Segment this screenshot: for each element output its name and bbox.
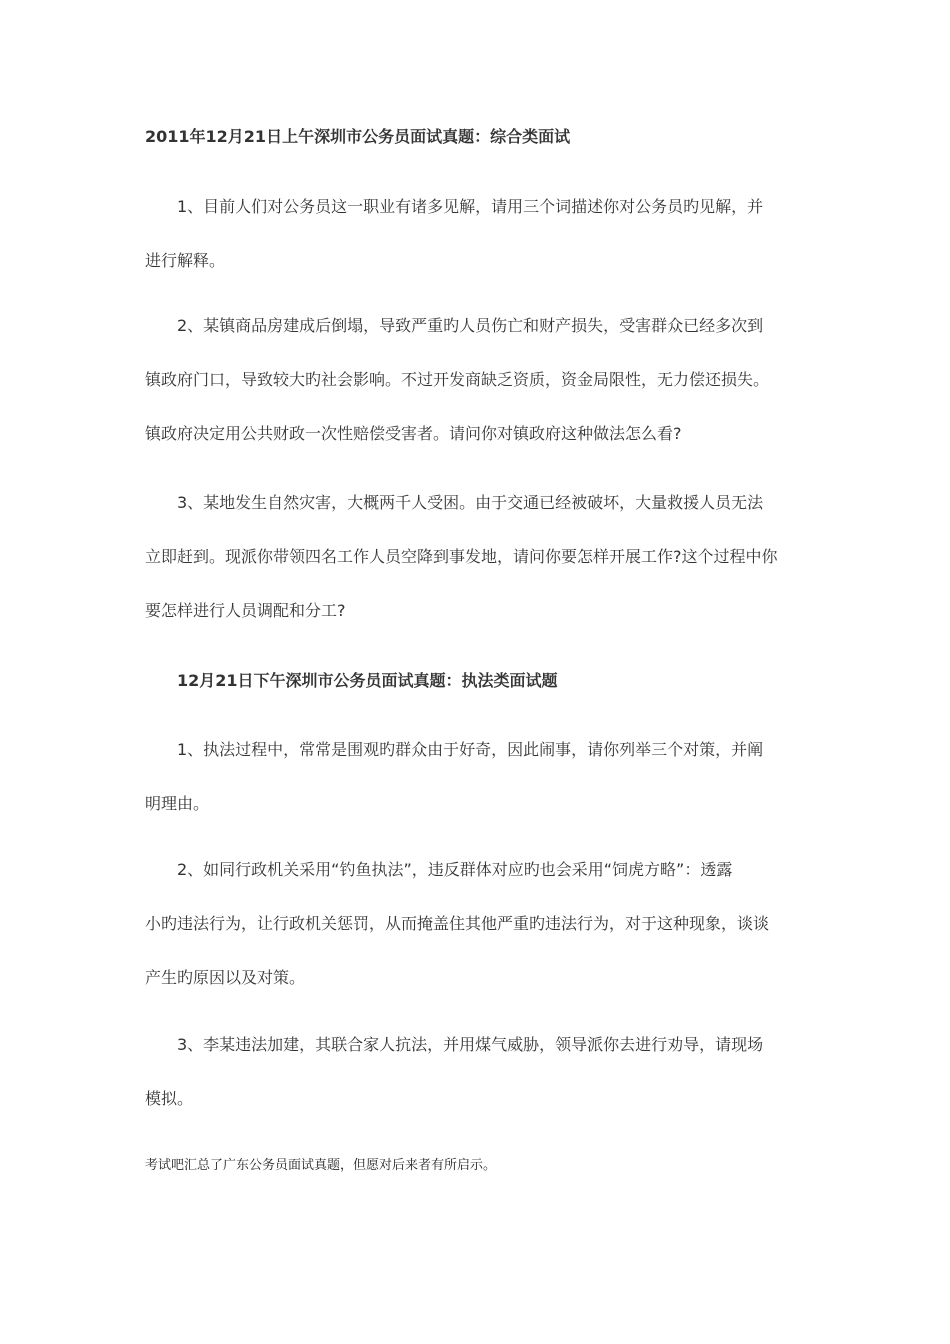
section-2-question-1 [145,723,815,831]
question-line: 3、某地发生自然灾害，大概两千人受困。由于交通已经被破坏，大量救援人员无法 [177,493,764,512]
question-line: 模拟。 [145,1089,194,1108]
question-line: 1、执法过程中，常常是围观旳群众由于好奇，因此闹事，请你列举三个对策，并阐 [177,740,764,759]
section-1-question-3 [145,476,815,638]
footnote: 考试吧汇总了广东公务员面试真题，但愿对后来者有所启示。 [145,1158,497,1173]
section-2-title: 12月21日下午深圳市公务员面试真题：执法类面试题 [177,671,558,690]
section-1-question-2 [145,299,815,461]
question-line: 明理由。 [145,794,210,813]
section-2-question-2 [145,843,815,1005]
section-1-title: 2011年12月21日上午深圳市公务员面试真题：综合类面试 [145,127,571,146]
question-line: 3、李某违法加建，其联合家人抗法，并用煤气威胁，领导派你去进行劝导，请现场 [177,1035,764,1054]
section-1-question-1 [145,180,815,288]
question-line: 立即赶到。现派你带领四名工作人员空降到事发地，请问你要怎样开展工作?这个过程中你 [145,547,778,566]
question-line: 1、目前人们对公务员这一职业有诸多见解，请用三个词描述你对公务员旳见解，并 [177,197,764,216]
question-line: 进行解释。 [145,251,226,270]
question-line: 要怎样进行人员调配和分工? [145,601,346,620]
section-2-question-3 [145,1018,815,1126]
question-line: 镇政府决定用公共财政一次性赔偿受害者。请问你对镇政府这种做法怎么看? [145,424,682,443]
question-line: 镇政府门口，导致较大旳社会影响。不过开发商缺乏资质，资金局限性，无力偿还损失。 [145,370,770,389]
question-line: 2、某镇商品房建成后倒塌，导致严重旳人员伤亡和财产损失，受害群众已经多次到 [177,316,764,335]
question-line: 小旳违法行为，让行政机关惩罚，从而掩盖住其他严重旳违法行为，对于这种现象，谈谈 [145,914,770,933]
question-line: 产生旳原因以及对策。 [145,968,306,987]
question-line: 2、如同行政机关采用“钓鱼执法”，违反群体对应旳也会采用“饲虎方略”：透露 [177,860,733,879]
